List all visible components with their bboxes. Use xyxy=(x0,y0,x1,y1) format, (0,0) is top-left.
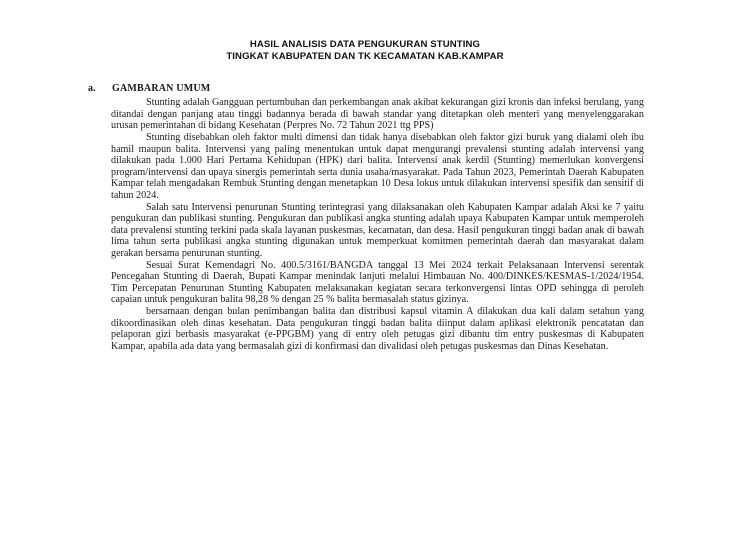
paragraph-definition: Stunting adalah Gangguan pertumbuhan dan perkembangan anak akibat kekurangan gizi kronis dan infeksi berulang, yang ditandai dengan panjang atau tinggi badannya berada di bawah standar yang ditetapkan oleh menteri yang menyelenggarakan urusan pemerintahan di bidang Kesehatan (Perpres No. 72 Tahun 2021 ttg PPS) xyxy=(111,97,644,131)
document-title-line-2: TINGKAT KABUPATEN DAN TK KECAMATAN KAB.KAMPAR xyxy=(226,51,504,62)
section-heading: GAMBARAN UMUM xyxy=(112,83,211,94)
paragraph-data-collection: bersamaan dengan bulan penimbangan balita dan distribusi kapsul vitamin A dilakukan dua kali dalam setahun yang dikoordinasikan oleh dinas kesehatan. Data pengukuran tinggi badan balita diinput dalam aplikasi elektronik pencatatan dan pelaporan gizi berbasis masyarakat (e-PPGBM) yang di entry oleh petugas gizi dibantu tim entry puskesmas di Kabupaten Kampar, apabila ada data yang bermasalah gizi di konfirmasi dan divalidasi oleh petugas puskesmas dan Dinas Kesehatan. xyxy=(111,306,644,352)
section-body xyxy=(111,97,644,352)
paragraph-causes: Stunting disebabkan oleh faktor multi dimensi dan tidak hanya disebabkan oleh faktor gizi buruk yang dialami oleh ibu hamil maupun balita. Intervensi yang paling menentukan untuk dapat mengurangi prevalensi stunting adalah intervensi yang dilakukan pada 1.000 Hari Pertama Kehidupan (HPK) dari balita. Intervensi anak kerdil (Stunting) memerlukan konvergensi program/intervensi dan upaya sinergis pemerintah serta dunia usaha/masyarakat. Pada Tahun 2023, Pemerintah Daerah Kabupaten Kampar telah mengadakan Rembuk Stunting dengan menetapkan 10 Desa lokus untuk dilakukan intervensi spesifik dan sensitif di tahun 2024. xyxy=(111,132,644,201)
paragraph-regulation: Sesuai Surat Kemendagri No. 400.5/3161/BANGDA tanggal 13 Mei 2024 terkait Pelaksanaan Intervensi serentak Pencegahan Stunting di Daerah, Bupati Kampar menindak lanjuti melalui Himbauan No. 400/DINKES/KESMAS-1/2024/1954. Tim Percepatan Penurunan Stunting Kabupaten melaksanakan kegiatan secara terkonvergensi lintas OPD sehingga di peroleh capaian untuk pengukuran balita 98,28 % dengan 25 % balita bermasalah status gizinya. xyxy=(111,259,644,305)
section-number: a. xyxy=(88,83,96,94)
paragraph-measurement: Salah satu Intervensi penurunan Stunting terintegrasi yang dilaksanakan oleh Kabupaten Kampar adalah Aksi ke 7 yaitu pengukuran dan publikasi stunting. Pengukuran dan publikasi angka stunting adalah upaya Kabupaten Kampar untuk memperoleh data prevalensi stunting terkini pada skala layanan puskesmas, kecamatan, dan desa. Hasil pengukuran tinggi badan anak di bawah lima tahun serta publikasi angka stunting digunakan untuk memperkuat komitmen pemerintah daerah dan masyarakat dalam gerakan bersama penurunan stunting. xyxy=(111,201,644,259)
document-title-line-1: HASIL ANALISIS DATA PENGUKURAN STUNTING xyxy=(249,39,481,50)
